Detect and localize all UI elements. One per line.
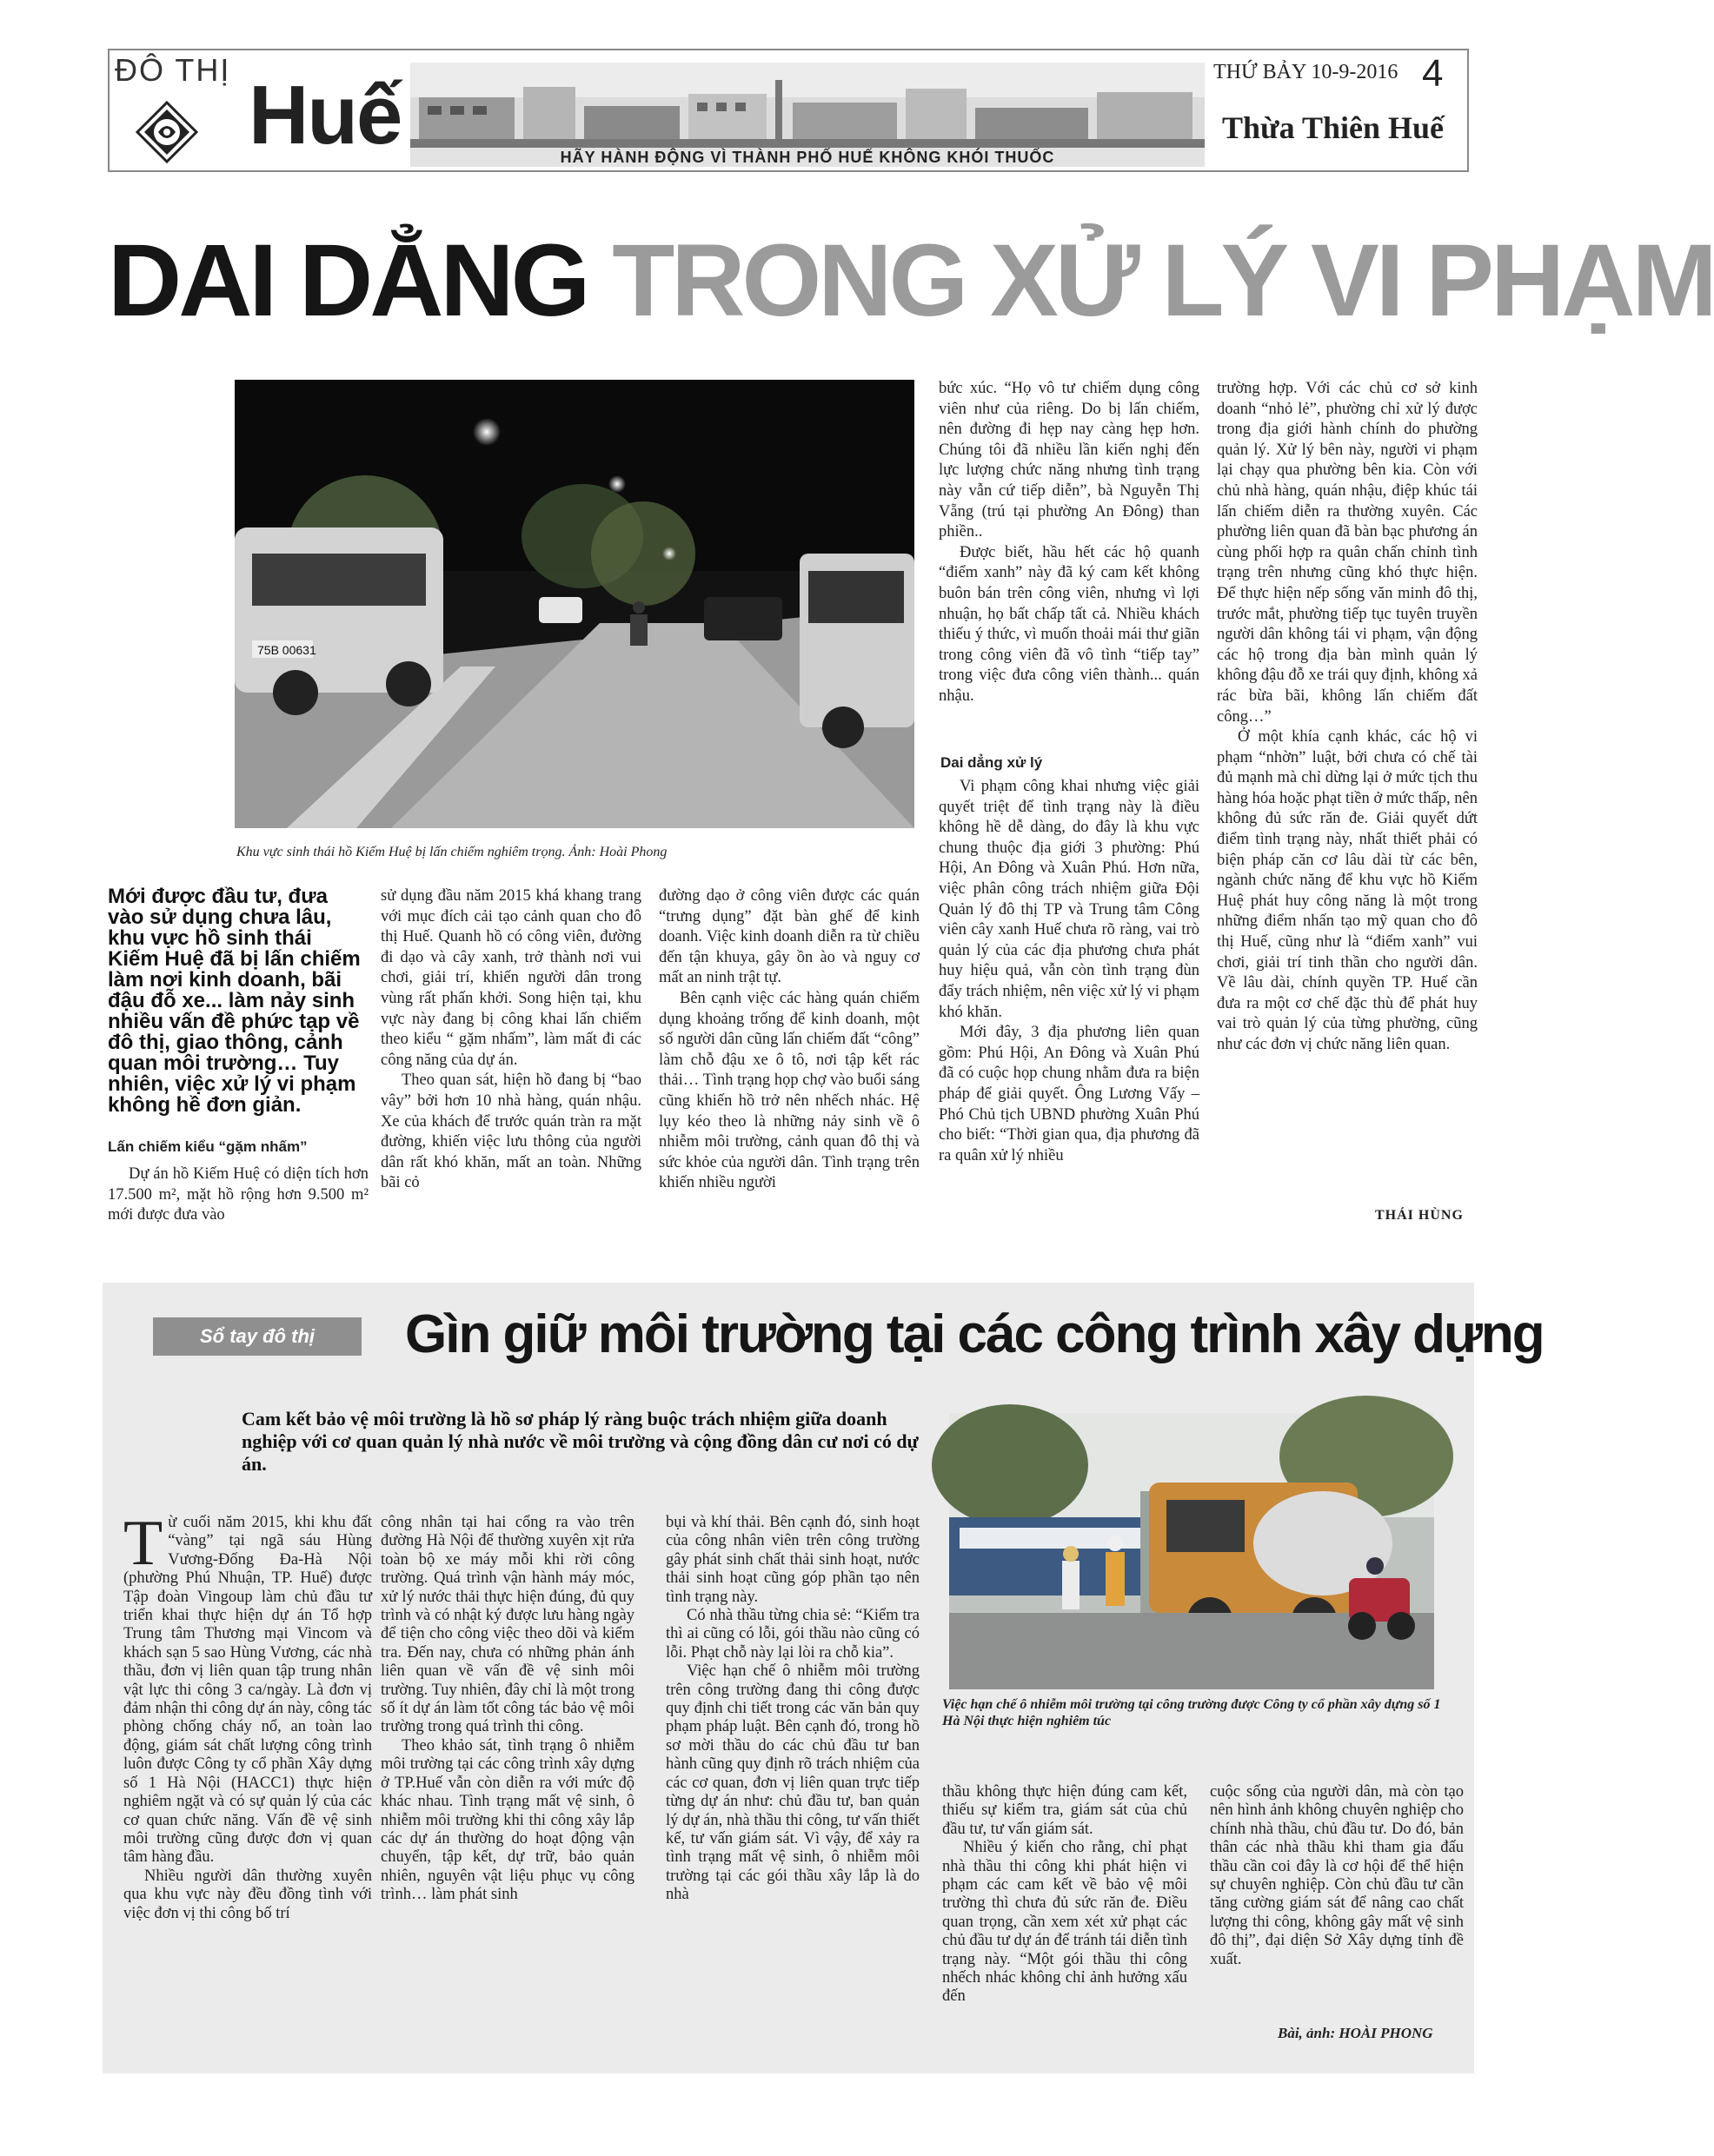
headline-part-grey: TRONG XỬ LÝ VI PHẠM xyxy=(612,223,1714,338)
paragraph: Nhiều ý kiến cho rằng, chỉ phạt nhà thầu thi công khi phát hiện vi phạm các cam kết về bảo vệ môi trường thì chưa đủ sức răn đe. Điều quan trọng, cần xem xét xử phạt các chủ đầu tư dự án để tránh tái diễn tình trạng này. “Một gói thầu thi công nhếch nhác không chỉ ảnh hưởng xấu đến xyxy=(942,1839,1187,2006)
city-panorama-image xyxy=(410,63,1205,158)
city-logo-icon xyxy=(136,101,198,163)
article-column xyxy=(939,777,1199,1166)
paragraph: Dự án hồ Kiếm Huệ có diện tích hơn 17.500 m², mặt hồ rộng hơn 9.500 m² mới được đưa vào xyxy=(108,1165,369,1224)
paragraph: trường hợp. Với các chủ cơ sở kinh doanh “nhỏ lẻ”, phường chỉ xử lý được trong địa giới hành chính do phường quản lý. Xử lý bên này, người vi phạm lại chạy qua phường bên kia. Còn với chủ nhà hàng, quán nhậu, điệp khúc tái lấn chiếm diễn ra thường xuyên. Các phường liên quan đã bàn bạc phương án cùng phối hợp ra quân chấn chỉnh tình trạng trên nhưng cũng khó thực hiện. Để thực hiện nếp sống văn minh đô thị, trước mắt, phường tiếp tục tuyên truyền người dân không tái vi phạm, vận động các hộ trong địa bàn mình quản lý không đậu đỗ xe trái quy định, không xả rác bừa bãi, không lấn chiếm đất công…” xyxy=(1217,380,1478,726)
paragraph: Theo quan sát, hiện hồ đang bị “bao vây” bởi hơn 10 nhà hàng, quán nhậu. Xe của khách để trước quán tràn ra mặt đường, khiến việc lưu thông của người dân rất khó khăn, mất an toàn. Những bãi cỏ xyxy=(381,1071,641,1192)
page-number: 4 xyxy=(1422,52,1444,95)
author-byline: THÁI HÙNG xyxy=(1375,1208,1464,1223)
newspaper-name: Thừa Thiên Huế xyxy=(1222,110,1445,145)
construction-site-photo xyxy=(949,1413,1434,1689)
paragraph: bụi và khí thải. Bên cạnh đó, sinh hoạt của công nhân viên trên công trường gây phát sinh chất thải sinh hoạt, nước thải sinh hoạt cũng góp phần tạo nên tình trạng này. xyxy=(666,1514,920,1606)
paragraph-text: ừ cuối năm 2015, khi khu đất “vàng” tại ngã sáu Hùng Vương-Đống Đa-Hà Nội (phường Phú Nhuận, TP. Huế) được Tập đoàn Vingoup làm chủ đầu tư triển khai thực hiện dự án Tổ hợp Trung tâm Thương mại Vincom và khách sạn 5 sao Hùng Vương, các nhà thầu, đơn vị liên quan tập trung nhân vật lực thi công 3 ca/ngày. Là đơn vị đảm nhận thi công dự án này, công tác phòng chống cháy nổ, an toàn lao động, giám sát chất lượng công trình luôn được Công ty cổ phần Xây dựng số 1 Hà Nội (HACC1) thực hiện nghiêm ngặt và có sự quản lý của các cơ quan chức năng. Vấn đề vệ sinh môi trường cũng được đơn vị quan tâm hàng đầu. xyxy=(123,1514,372,1867)
photo-caption: Việc hạn chế ô nhiễm môi trường tại công trường được Công ty cổ phần xây dựng số 1 Hà Nội thực hiện nghiêm túc xyxy=(942,1697,1441,1728)
author-byline: Bài, ảnh: HOÀI PHONG xyxy=(1278,2025,1433,2041)
paragraph: sử dụng đầu năm 2015 khá khang trang với mục đích cải tạo cảnh quan cho đô thị Huế. Quanh hồ có công viên, đường đi dạo và cây xanh, trở thành nơi vui chơi, giải trí, khiến người dân trong vùng rất phấn khởi. Song hiện tại, khu vực này đang bị công khai lấn chiếm theo kiểu “ gặm nhấm”, làm mất đi các công năng của dự án. xyxy=(381,887,641,1069)
feature-column xyxy=(123,1508,372,1923)
paragraph xyxy=(123,1508,372,1867)
paragraph: cuộc sống của người dân, mà còn tạo nên hình ảnh không chuyên nghiệp cho chính nhà thầu, chủ đầu tư. Do đó, bản thân các nhà thầu khi tham gia đấu thầu cần coi đây là cơ hội để thể hiện sự chuyên nghiệp. Còn chủ đầu tư cần tăng cường giám sát để nâng cao chất lượng thi công, không gây mất vệ sinh đô thị”, đại diện Sở Xây dựng tỉnh đề xuất. xyxy=(1210,1783,1464,1968)
article-column xyxy=(108,1164,369,1226)
license-plate: 75B 00631 xyxy=(257,643,316,657)
photo-caption: Khu vực sinh thái hồ Kiếm Huệ bị lấn chiếm nghiêm trọng. Ảnh: Hoài Phong xyxy=(236,845,668,859)
paragraph: bức xúc. “Họ vô tư chiếm dụng công viên như của riêng. Do bị lấn chiếm, nên đường đi hẹp nay càng hẹp hơn. Chúng tôi đã nhiều lần kiến nghị đến lực lượng chức năng nhưng tình trạng này vẫn cứ tiếp diễn”, bà Nguyễn Thị Vẵng (trú tại phường An Đông) than phiền.. xyxy=(939,380,1199,541)
feature-column xyxy=(1210,1783,1464,1969)
paragraph: Nhiều người dân thường xuyên qua khu vực này đều đồng tình với việc đơn vị thi công bố trí xyxy=(123,1867,372,1922)
article-column xyxy=(1217,379,1478,1056)
paragraph: công nhân tại hai cổng ra vào trên đường Hà Nội để thường xuyên xịt rửa toàn bộ xe máy mỗi khi rời công trường. Quá trình vận hành máy móc, xử lý nước thải thực hiện đúng, đủ quy trình và có nhật ký được lưu hàng ngày để tiện cho công việc theo dõi và kiểm tra. Đến nay, chưa có những phản ánh liên quan về vấn đề vệ sinh môi trường. Tuy nhiên, đây chỉ là một trong số ít dự án làm tốt công tác bảo vệ môi trường trong quá trình thi công. xyxy=(381,1514,634,1736)
feature-column xyxy=(381,1514,634,1905)
paragraph: Bên cạnh việc các hàng quán chiếm dụng khoảng trống để kinh doanh, một số người dân cũng lấn chiếm đất “công” làm chỗ đậu xe ô tô, nơi tập kết rác thải… Tình trạng họp chợ vào buổi sáng cũng khiến hồ trở nên nhếch nhác. Hệ lụy kéo theo là những nảy sinh về ô nhiễm môi trường, cảnh quan đô thị và sức khỏe của người dân. Tình trạng trên khiến nhiều người xyxy=(659,989,920,1192)
paragraph: Việc hạn chế ô nhiễm môi trường trên công trường đang thi công được quy định chi tiết trong các văn bản quy phạm pháp luật. Bên cạnh đó, trong hồ sơ mời thầu do các chủ đầu tư ban hành cũng quy định rõ trách nhiệm của các cơ quan, đơn vị liên quan trực tiếp từng dự án như: chủ đầu tư, ban quản lý dự án, nhà thầu thi công, tư vấn thiết kế, tư vấn giám sát. Vì vậy, để xảy ra tình trạng mất vệ sinh, ô nhiễm môi trường tại các gói thầu xây lắp là do nhà xyxy=(666,1662,920,1904)
section-title: Huế xyxy=(249,69,402,162)
drop-cap: T xyxy=(123,1508,163,1579)
issue-date: THỨ BẢY 10-9-2016 xyxy=(1213,61,1398,83)
article-column xyxy=(939,379,1199,707)
subheading: Dai dẳng xử lý xyxy=(940,754,1043,771)
masthead-slogan: HÃY HÀNH ĐỘNG VÌ THÀNH PHỐ HUẾ KHÔNG KHÓI THUỐC xyxy=(410,148,1205,167)
night-street-photo xyxy=(235,380,914,828)
paragraph: Có nhà thầu từng chia sẻ: “Kiểm tra thì ai cũng có lỗi, gói thầu nào cũng có lỗi. Phạt chỗ này lại lòi ra chỗ kia”. xyxy=(666,1607,920,1662)
article-column xyxy=(381,886,641,1194)
headline-part-dark: DAI DẲNG xyxy=(108,223,613,338)
paragraph: thầu không thực hiện đúng cam kết, thiếu sự kiểm tra, giám sát của chủ đầu tư, tư vấn giám sát. xyxy=(942,1783,1187,1838)
article-column xyxy=(659,886,920,1194)
article-headline xyxy=(108,223,1714,338)
feature-lead: Cam kết bảo vệ môi trường là hồ sơ pháp lý ràng buộc trách nhiệm giữa doanh nghiệp với cơ quan quản lý nhà nước về môi trường và cộng đồng dân cư nơi có dự án. xyxy=(242,1408,919,1475)
paragraph: Ở một khía cạnh khác, các hộ vi phạm “nhờn” luật, bởi chưa có chế tài đủ mạnh mà chỉ dừng lại ở mức tịch thu hàng hóa hoặc phạt tiền ở mức thấp, nên không đủ sức răn đe. Giải quyết dứt điểm tình trạng này, nhất thiết phải có biện pháp căn cơ lâu dài từ các bên, ngành chức năng để khu vực hồ Kiếm Huệ phát huy công năng là một trong những điểm nhấn tạo mỹ quan cho đô thị Huế, cũng như là “điểm xanh” vui chơi, giải trí tinh thần cho người dân. Về lâu dài, chính quyền TP. Huế cần đưa ra một cơ chế đặc thù để phát huy vai trò quản lý của từng phường, cũng như các đơn vị chức năng liên quan. xyxy=(1217,728,1478,1053)
rubric-label: Sổ tay đô thị xyxy=(153,1317,362,1356)
subheading: Lấn chiếm kiểu “gặm nhấm” xyxy=(108,1138,308,1155)
feature-headline: Gìn giữ môi trường tại các công trình xây dựng xyxy=(405,1304,1544,1364)
paragraph: Mới đây, 3 địa phương liên quan gồm: Phú Hội, An Đông và Xuân Phú đã có cuộc họp chung nhằm đưa ra biện pháp để giải quyết. Ông Lương Vấy – Phó Chủ tịch UBND phường Xuân Phú cho biết: “Thời gian qua, địa phương đã ra quân xử lý nhiều xyxy=(939,1024,1199,1164)
article-lead: Mới được đầu tư, đưa vào sử dụng chưa lâu, khu vực hồ sinh thái Kiếm Huệ đã bị lấn chiếm làm nơi kinh doanh, bãi đậu đỗ xe... làm nảy sinh nhiều vấn đề phức tạp về đô thị, giao thông, cảnh quan môi trường… Tuy nhiên, việc xử lý vi phạm không hề đơn giản. xyxy=(108,885,361,1117)
feature-column xyxy=(666,1514,920,1905)
paragraph: Vi phạm công khai nhưng việc giải quyết triệt để tình trạng này là điều không hề dễ dàng, do đây là khu vực chung thuộc địa giới 3 phường: Phú Hội, An Đông và Xuân Phú. Hơn nữa, việc phân công trách nhiệm giữa Đội Quản lý đô thị TP và Trung tâm Công viên cây xanh Huế chưa rõ ràng, vai trò quản lý của các địa phương chưa phát huy hiệu quả, vẫn còn tình trạng đùn đẩy trách nhiệm, nên việc xử lý vi phạm khó khăn. xyxy=(939,778,1199,1021)
paragraph: Theo khảo sát, tình trạng ô nhiễm môi trường tại các công trình xây dựng ở TP.Huế vẫn còn diễn ra với mức độ khác nhau. Tình trạng mất vệ sinh, ô nhiễm môi trường khi thi công xây lắp các dự án thường do hoạt động vận chuyển, tập kết, dự trữ, bảo quản nhiên, nguyên vật liệu phục vụ công trình… làm phát sinh xyxy=(381,1736,634,1904)
section-label: ĐÔ THỊ xyxy=(115,52,231,88)
feature-column xyxy=(942,1783,1187,2007)
paragraph: Được biết, hầu hết các hộ quanh “điểm xanh” này đã ký cam kết không buôn bán trên công viên, nhưng vì lợi nhuận, họ bất chấp tất cả. Nhiều khách thiếu ý thức, vì muốn thoải mái thư giãn trong công viên đã vô tình “tiếp tay” trong việc đưa công viên thành... quán nhậu. xyxy=(939,543,1199,705)
masthead xyxy=(108,49,1469,172)
paragraph: đường dạo ở công viên được các quán “trưng dụng” đặt bàn ghế để kinh doanh. Việc kinh doanh diễn ra từ chiều đến tận khuya, gây ồn ào và nguy cơ mất an ninh trật tự. xyxy=(659,887,920,987)
